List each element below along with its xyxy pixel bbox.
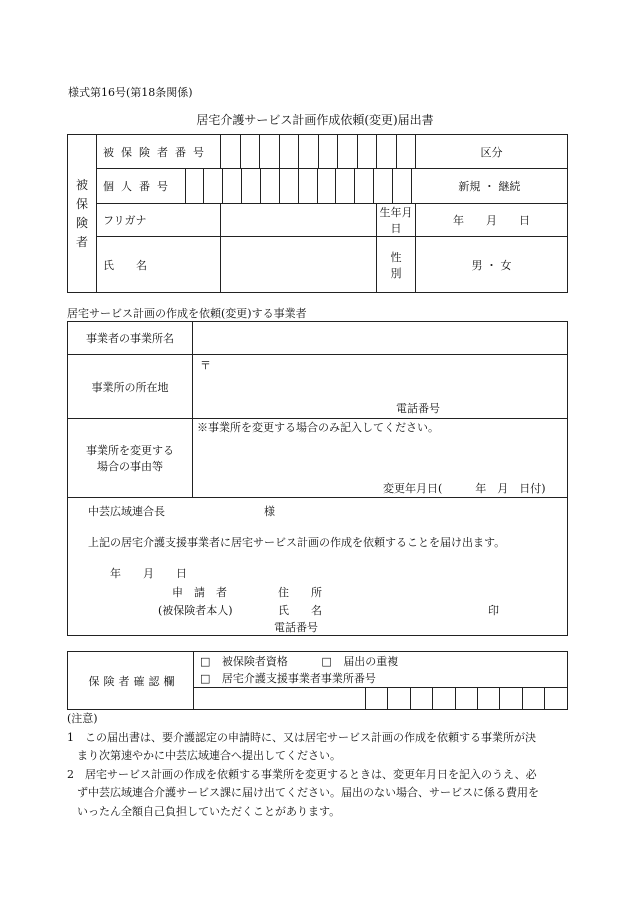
sex-value[interactable]: 男 ・ 女 (416, 237, 568, 293)
insured-number-digit[interactable] (318, 135, 338, 169)
office-number-label: 居宅介護支援事業者事業所番号 (221, 672, 376, 686)
duplicate-label: 届出の重複 (343, 654, 399, 668)
confirm-row-1 (194, 652, 568, 670)
insured-number-digit[interactable] (377, 135, 397, 169)
insured-number-digit[interactable] (299, 135, 319, 169)
insured-table (67, 134, 568, 293)
seal-mark: 印 (488, 604, 499, 617)
personal-number-digit[interactable] (336, 169, 355, 203)
notes (67, 710, 572, 821)
insured-number-digit[interactable] (221, 135, 241, 169)
category-label: 区分 (416, 135, 568, 169)
note-2-line-2: ず中芸広域連合介護サービス課に届け出てください。届出のない場合、サービスに係る費用を (77, 786, 539, 799)
note-1-line-2: まり次第速やかに中芸広域連合へ提出してください。 (77, 749, 341, 762)
note-2-line-1: 2 居宅サービス計画の作成を依頼する事業所を変更するときは、変更年月日を記入のうえ、必 (67, 767, 537, 781)
confirm-table (67, 651, 568, 710)
personal-number-label: 個人番号 (97, 169, 185, 203)
personal-number-digit[interactable] (374, 169, 393, 203)
postal-mark: 〒 (200, 359, 211, 372)
notes-heading: (注意) (67, 712, 98, 725)
birth-label: 生年月日 (377, 204, 416, 237)
personal-number-digit[interactable] (298, 169, 317, 203)
insured-number-digit[interactable] (396, 135, 416, 169)
insured-number-digit[interactable] (357, 135, 377, 169)
applicant-address-label: 住 所 (278, 586, 322, 599)
checkbox-duplicate[interactable]: □ (321, 654, 332, 668)
personal-number-digit[interactable] (260, 169, 279, 203)
office-number-digit[interactable] (545, 688, 567, 710)
insured-status-label: 被保険者資格 (221, 654, 288, 668)
furigana-label: フリガナ (97, 204, 221, 237)
provider-table (67, 321, 568, 636)
furigana-field[interactable] (221, 204, 377, 237)
addressee: 中芸広域連合長 (88, 505, 165, 518)
office-number-digit[interactable] (388, 688, 410, 710)
confirm-row-2 (194, 670, 568, 688)
office-number-digit[interactable] (410, 688, 432, 710)
personal-number-row (97, 169, 568, 204)
office-number-digit[interactable] (366, 688, 388, 710)
declaration-cell (68, 498, 568, 636)
office-name-label: 事業者の事業所名 (68, 322, 193, 355)
change-reason-label (68, 419, 193, 498)
birth-value[interactable]: 年 月 日 (416, 204, 568, 237)
note-2-line-3: いったん全額自己負担していただくことがあります。 (77, 804, 341, 818)
insured-number-digit[interactable] (240, 135, 260, 169)
change-reason-field[interactable] (193, 419, 568, 498)
insured-group-label: 被 保 険 者 (68, 135, 97, 293)
sex-label: 性 別 (377, 237, 416, 293)
applicant-label: 申 請 者 (172, 586, 227, 599)
form-number: 様式第16号(第18条関係) (68, 86, 193, 99)
honorific: 様 (264, 505, 275, 518)
personal-number-digit[interactable] (223, 169, 242, 203)
change-reason-label-line2: 場合の事由等 (97, 460, 163, 473)
note-1-line-1: 1 この届出書は、要介護認定の申請時に、又は居宅サービス計画の作成を依頼する事業所が決 (67, 730, 536, 744)
provider-section-title: 居宅サービス計画の作成を依頼(変更)する事業者 (67, 307, 307, 320)
office-number-digit[interactable] (455, 688, 477, 710)
applicant-name-label: 氏 名 (278, 604, 322, 617)
change-reason-label-line1: 事業所を変更する (86, 444, 174, 457)
applicant-sub: (被保険者本人) (158, 604, 233, 617)
insured-number-digit[interactable] (260, 135, 280, 169)
personal-number-digit[interactable] (185, 169, 204, 203)
change-date[interactable]: 変更年月日( 年 月 日付) (383, 482, 546, 495)
name-label: 氏 名 (97, 237, 221, 293)
office-name-field[interactable] (193, 322, 568, 355)
office-number-digit[interactable] (433, 688, 455, 710)
personal-number-digit[interactable] (355, 169, 374, 203)
office-number-digit[interactable] (522, 688, 544, 710)
category-value[interactable]: 新規 ・ 継続 (411, 169, 567, 203)
personal-number-digit[interactable] (279, 169, 298, 203)
insured-number-digit[interactable] (338, 135, 358, 169)
declaration-date[interactable]: 年 月 日 (110, 567, 187, 580)
change-note: ※事業所を変更する場合のみ記入してください。 (197, 421, 439, 434)
insured-number-label: 被保険者番号 (97, 135, 221, 169)
document-title: 居宅介護サービス計画作成依頼(変更)届出書 (196, 113, 434, 127)
office-number-digit[interactable] (500, 688, 522, 710)
insured-number-digit[interactable] (279, 135, 299, 169)
confirm-spacer (194, 688, 366, 710)
office-address-label: 事業所の所在地 (68, 355, 193, 419)
office-phone-label: 電話番号 (396, 402, 440, 415)
personal-number-digit[interactable] (392, 169, 411, 203)
personal-number-digit[interactable] (204, 169, 223, 203)
applicant-phone-label: 電話番号 (274, 621, 318, 634)
declaration-statement: 上記の居宅介護支援事業者に居宅サービス計画の作成を依頼することを届け出ます。 (88, 536, 506, 549)
checkbox-office-number[interactable]: □ (200, 672, 211, 686)
office-number-digit[interactable] (477, 688, 499, 710)
office-address-field[interactable] (193, 355, 568, 419)
checkbox-insured-status[interactable]: □ (200, 654, 211, 668)
name-field[interactable] (221, 237, 377, 293)
personal-number-digit[interactable] (317, 169, 336, 203)
personal-number-digit[interactable] (242, 169, 261, 203)
confirm-label: 保険者確認欄 (68, 652, 194, 710)
